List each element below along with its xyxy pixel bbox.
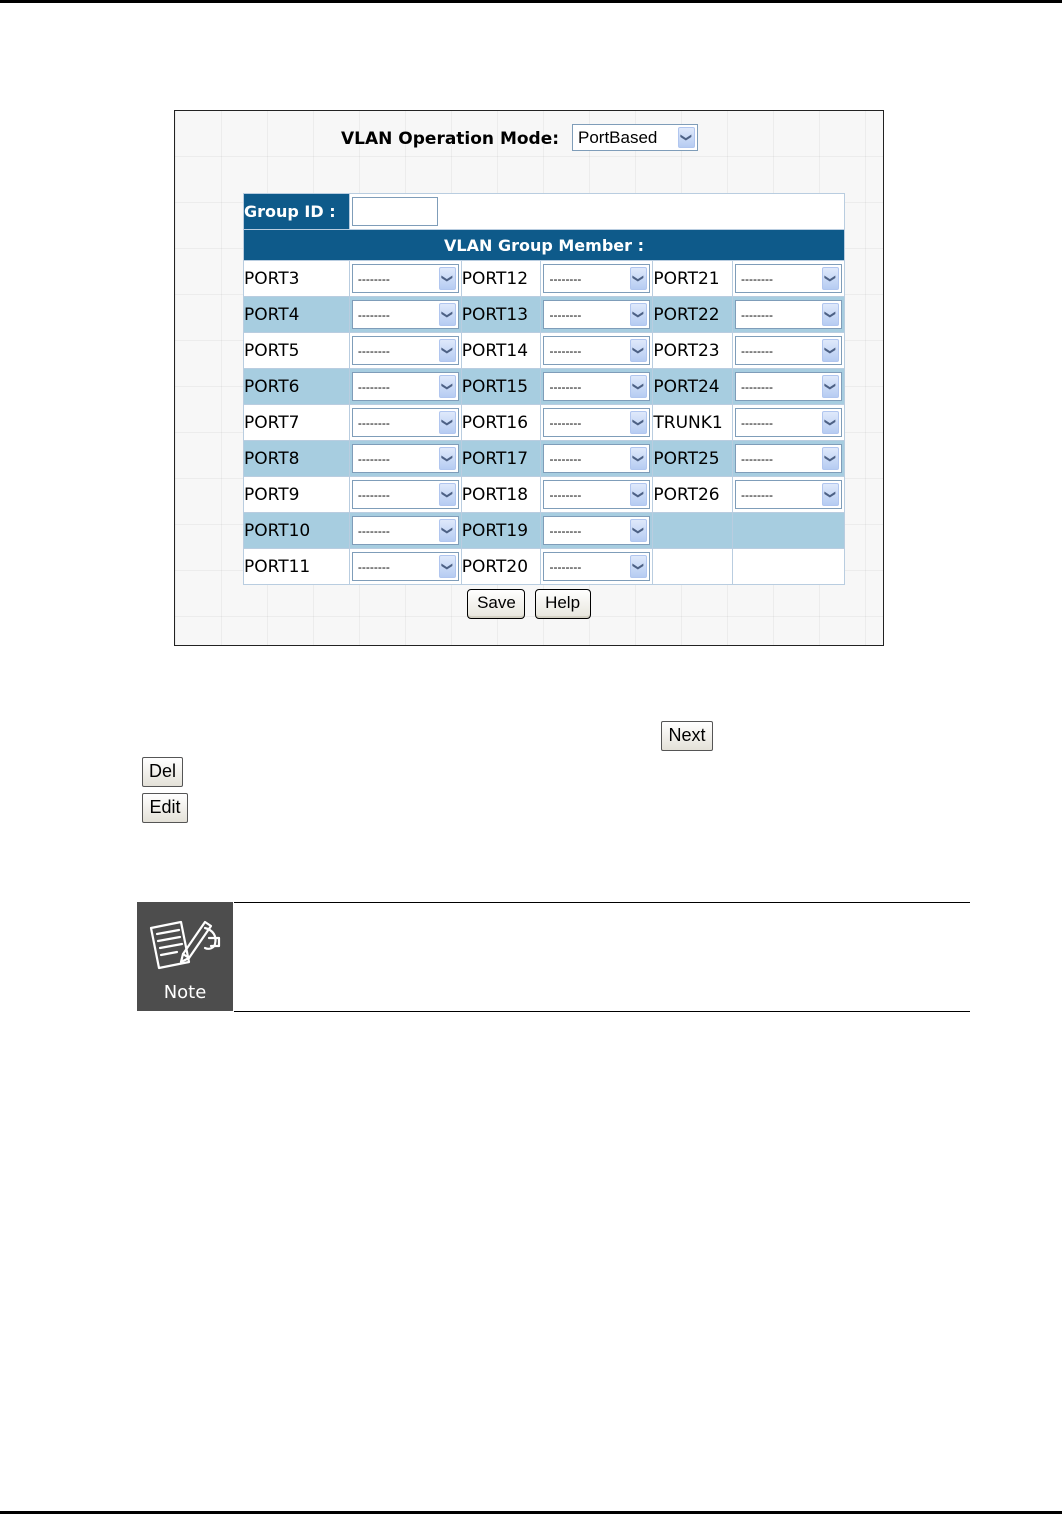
port-select-wrap: [541, 405, 652, 440]
port-select-cell: [733, 261, 845, 297]
port-label: PORT13: [461, 297, 541, 333]
table-row: [244, 297, 845, 333]
port-membership-value: --------: [549, 451, 582, 466]
port-membership-select[interactable]: [543, 408, 650, 437]
port-membership-value: --------: [357, 415, 390, 430]
port-select-cell: [733, 441, 845, 477]
port-membership-select[interactable]: [735, 408, 842, 437]
port-select-wrap: [350, 333, 461, 368]
port-membership-value: --------: [357, 559, 390, 574]
port-label: PORT26: [653, 477, 733, 513]
chevron-down-icon: ❯: [822, 375, 839, 398]
group-id-cell: [349, 194, 844, 230]
port-label: PORT23: [653, 333, 733, 369]
port-label: PORT19: [461, 513, 541, 549]
port-membership-value: --------: [357, 307, 390, 322]
port-membership-value: --------: [741, 307, 773, 322]
chevron-down-icon: ❯: [439, 411, 456, 434]
port-membership-select[interactable]: [735, 300, 842, 329]
table-row: [244, 405, 845, 441]
port-membership-value: --------: [549, 379, 582, 394]
vlan-member-table: [243, 193, 845, 585]
chevron-down-icon: ❯: [439, 555, 456, 578]
port-select-wrap: [350, 477, 461, 512]
chevron-down-icon: ❯: [822, 339, 839, 362]
port-membership-select[interactable]: [735, 336, 842, 365]
port-membership-value: --------: [357, 523, 390, 538]
port-select-wrap: [350, 261, 461, 296]
port-membership-value: --------: [741, 271, 773, 286]
port-label: TRUNK1: [653, 405, 733, 441]
chevron-down-icon: ❯: [439, 339, 456, 362]
port-select-wrap: [541, 297, 652, 332]
port-select-cell: [733, 405, 845, 441]
port-membership-select[interactable]: [352, 552, 459, 581]
port-membership-select[interactable]: [352, 264, 459, 293]
port-label: PORT9: [244, 477, 350, 513]
port-select-cell: [349, 261, 461, 297]
port-select-wrap: [733, 297, 844, 332]
port-membership-value: --------: [741, 487, 773, 502]
port-membership-select[interactable]: [352, 336, 459, 365]
port-select-cell: [733, 477, 845, 513]
port-select-wrap: [541, 513, 652, 548]
empty-cell: [733, 513, 845, 549]
chevron-down-icon: ❯: [822, 303, 839, 326]
port-membership-value: --------: [741, 343, 773, 358]
empty-cell: [653, 549, 733, 585]
chevron-down-icon: ❯: [630, 339, 647, 362]
port-select-cell: [349, 441, 461, 477]
chevron-down-icon: ❯: [678, 127, 695, 148]
port-membership-value: --------: [357, 451, 390, 466]
next-button[interactable]: Next: [661, 721, 713, 751]
port-label: PORT24: [653, 369, 733, 405]
port-select-wrap: [733, 333, 844, 368]
port-membership-select[interactable]: [352, 480, 459, 509]
port-membership-select[interactable]: [543, 372, 650, 401]
port-membership-select[interactable]: [543, 336, 650, 365]
note-pencil-icon: [147, 914, 223, 976]
port-select-wrap: [733, 405, 844, 440]
port-label: PORT14: [461, 333, 541, 369]
chevron-down-icon: ❯: [822, 411, 839, 434]
chevron-down-icon: ❯: [822, 483, 839, 506]
operation-mode-select[interactable]: [572, 124, 698, 151]
port-select-cell: [541, 549, 653, 585]
table-row: [244, 369, 845, 405]
table-row: [244, 261, 845, 297]
port-select-wrap: [541, 477, 652, 512]
port-label: PORT4: [244, 297, 350, 333]
table-row: [244, 549, 845, 585]
port-membership-value: --------: [741, 415, 773, 430]
port-select-cell: [349, 549, 461, 585]
port-select-wrap: [350, 405, 461, 440]
port-membership-select[interactable]: [352, 300, 459, 329]
operation-mode-row: [175, 121, 883, 153]
table-row: [244, 441, 845, 477]
port-label: PORT11: [244, 549, 350, 585]
empty-cell: [733, 549, 845, 585]
port-label: PORT3: [244, 261, 350, 297]
port-membership-select[interactable]: [735, 444, 842, 473]
port-membership-value: --------: [549, 307, 582, 322]
help-button[interactable]: Help: [535, 589, 591, 619]
chevron-down-icon: ❯: [630, 411, 647, 434]
port-membership-select[interactable]: [543, 480, 650, 509]
port-membership-value: --------: [741, 451, 773, 466]
member-header-row: [244, 230, 845, 261]
port-select-cell: [733, 369, 845, 405]
group-id-label: Group ID :: [244, 194, 350, 230]
port-label: PORT12: [461, 261, 541, 297]
save-button[interactable]: Save: [467, 589, 525, 619]
operation-mode-label: VLAN Operation Mode:: [341, 129, 560, 149]
port-membership-select[interactable]: [352, 408, 459, 437]
port-select-cell: [349, 405, 461, 441]
chevron-down-icon: ❯: [630, 519, 647, 542]
port-membership-value: --------: [549, 523, 582, 538]
chevron-down-icon: ❯: [439, 447, 456, 470]
vlan-settings-screenshot: [174, 110, 884, 646]
port-label: PORT21: [653, 261, 733, 297]
page-top-rule: [0, 0, 1062, 3]
port-membership-value: --------: [357, 379, 390, 394]
port-select-wrap: [350, 441, 461, 476]
port-label: PORT22: [653, 297, 733, 333]
port-select-wrap: [541, 441, 652, 476]
chevron-down-icon: ❯: [630, 375, 647, 398]
port-select-wrap: [541, 369, 652, 404]
port-select-cell: [541, 477, 653, 513]
member-header: VLAN Group Member :: [244, 230, 845, 261]
port-membership-value: --------: [549, 343, 582, 358]
port-select-wrap: [733, 369, 844, 404]
port-membership-value: --------: [357, 343, 390, 358]
form-button-row: [175, 589, 883, 619]
port-label: PORT16: [461, 405, 541, 441]
port-select-cell: [349, 369, 461, 405]
port-label: PORT7: [244, 405, 350, 441]
chevron-down-icon: ❯: [439, 303, 456, 326]
port-membership-select[interactable]: [735, 372, 842, 401]
table-row: [244, 477, 845, 513]
port-membership-select[interactable]: [352, 444, 459, 473]
port-membership-value: --------: [357, 487, 390, 502]
port-select-wrap: [733, 261, 844, 296]
port-membership-select[interactable]: [543, 300, 650, 329]
port-label: PORT20: [461, 549, 541, 585]
port-membership-select[interactable]: [735, 480, 842, 509]
chevron-down-icon: ❯: [439, 267, 456, 290]
port-select-cell: [541, 333, 653, 369]
port-membership-select[interactable]: [352, 372, 459, 401]
port-membership-select[interactable]: [352, 516, 459, 545]
port-label: PORT10: [244, 513, 350, 549]
group-id-row: [244, 194, 845, 230]
port-select-cell: [349, 297, 461, 333]
port-select-wrap: [350, 297, 461, 332]
page-bottom-rule: [0, 1511, 1062, 1514]
table-row: [244, 333, 845, 369]
del-button[interactable]: Del: [142, 757, 183, 787]
port-select-cell: [541, 369, 653, 405]
port-select-wrap: [541, 333, 652, 368]
port-select-wrap: [350, 549, 461, 584]
group-id-input[interactable]: [352, 197, 438, 226]
port-membership-select[interactable]: [735, 264, 842, 293]
port-select-cell: [541, 297, 653, 333]
table-row: [244, 513, 845, 549]
chevron-down-icon: ❯: [439, 519, 456, 542]
chevron-down-icon: ❯: [630, 483, 647, 506]
port-label: PORT15: [461, 369, 541, 405]
note-icon: [137, 902, 233, 1011]
chevron-down-icon: ❯: [630, 555, 647, 578]
port-select-wrap: [541, 261, 652, 296]
port-membership-select[interactable]: [543, 552, 650, 581]
port-select-cell: [733, 333, 845, 369]
port-select-wrap: [541, 549, 652, 584]
port-membership-value: --------: [549, 415, 582, 430]
port-select-wrap: [733, 441, 844, 476]
port-select-wrap: [350, 513, 461, 548]
chevron-down-icon: ❯: [630, 447, 647, 470]
chevron-down-icon: ❯: [822, 267, 839, 290]
port-label: PORT5: [244, 333, 350, 369]
port-label: PORT6: [244, 369, 350, 405]
port-select-cell: [349, 333, 461, 369]
note-label: Note: [163, 982, 207, 1003]
note-top-rule: [234, 902, 970, 903]
port-membership-value: --------: [549, 487, 582, 502]
port-membership-value: --------: [741, 379, 773, 394]
chevron-down-icon: ❯: [630, 303, 647, 326]
port-select-cell: [349, 477, 461, 513]
port-membership-select[interactable]: [543, 516, 650, 545]
port-select-wrap: [350, 369, 461, 404]
port-label: PORT25: [653, 441, 733, 477]
chevron-down-icon: ❯: [822, 447, 839, 470]
empty-cell: [653, 513, 733, 549]
note-bottom-rule: [234, 1011, 970, 1012]
port-select-cell: [541, 513, 653, 549]
port-label: PORT18: [461, 477, 541, 513]
port-select-cell: [541, 405, 653, 441]
port-membership-value: --------: [549, 559, 582, 574]
port-select-cell: [349, 513, 461, 549]
port-membership-value: --------: [357, 271, 390, 286]
port-label: PORT17: [461, 441, 541, 477]
chevron-down-icon: ❯: [439, 483, 456, 506]
operation-mode-value: PortBased: [578, 127, 658, 147]
port-select-cell: [541, 441, 653, 477]
port-select-cell: [733, 297, 845, 333]
port-select-cell: [541, 261, 653, 297]
port-membership-value: --------: [549, 271, 582, 286]
edit-button[interactable]: Edit: [142, 793, 188, 823]
port-label: PORT8: [244, 441, 350, 477]
chevron-down-icon: ❯: [439, 375, 456, 398]
port-select-wrap: [733, 477, 844, 512]
port-membership-select[interactable]: [543, 264, 650, 293]
chevron-down-icon: ❯: [630, 267, 647, 290]
port-membership-select[interactable]: [543, 444, 650, 473]
